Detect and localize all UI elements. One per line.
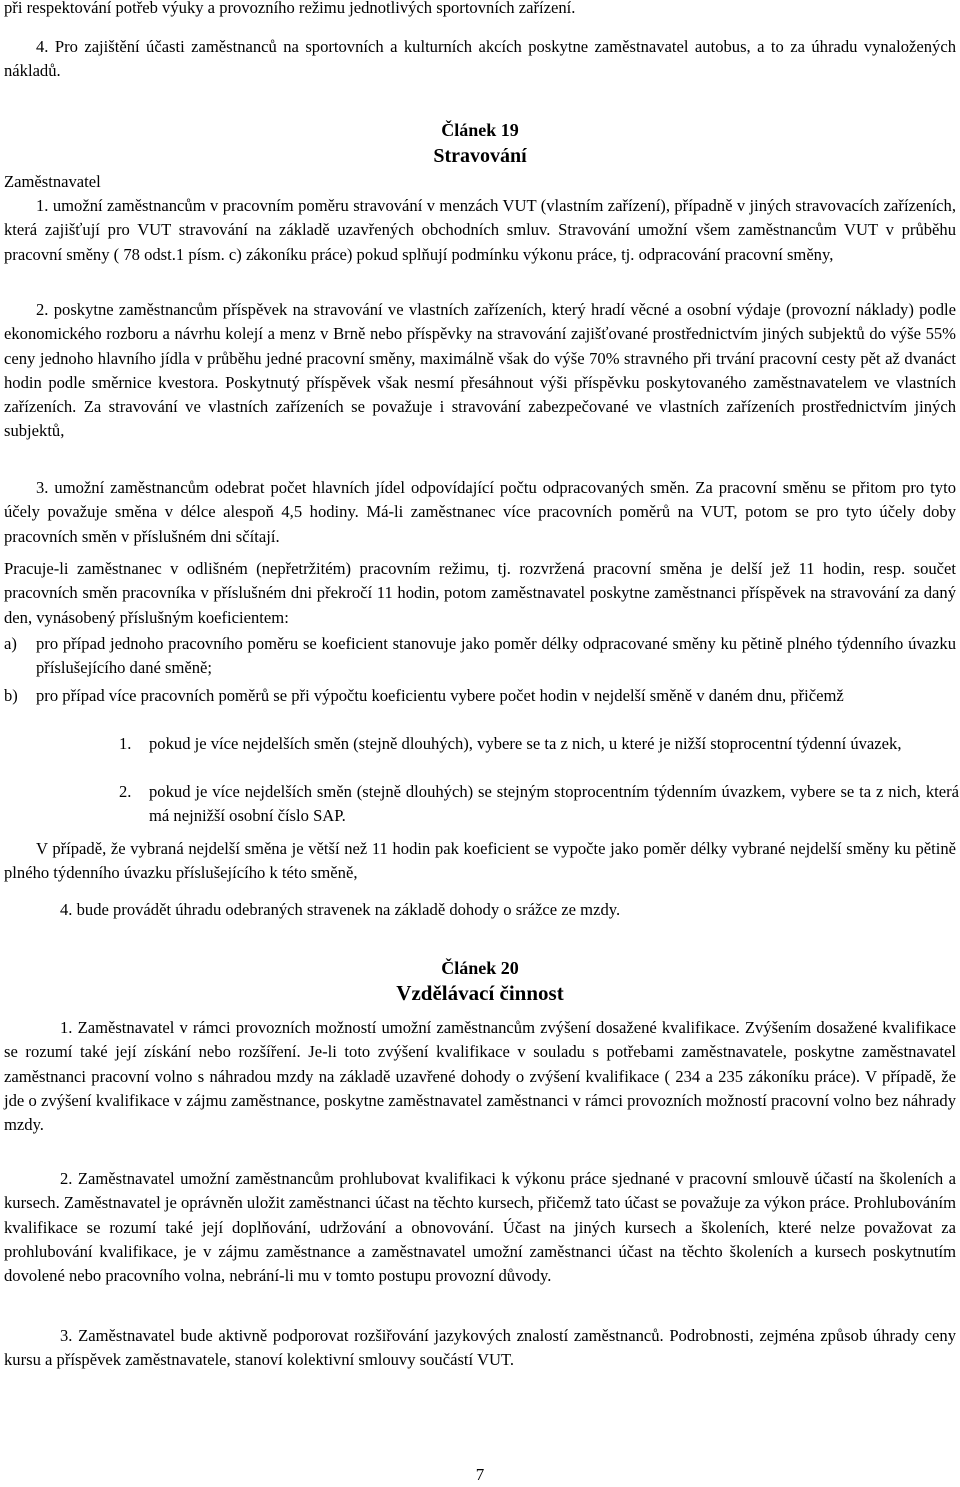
art20-title: Vzdělávací činnost	[396, 981, 564, 1005]
art20-heading: Článek 20	[441, 958, 519, 978]
art19-title: Stravování	[433, 145, 527, 167]
art19-subitem-2	[119, 780, 959, 829]
page-number: 7	[475, 1465, 485, 1484]
subitem-1-text: pokud je více nejdelších směn (stejně dlouhých), vybere se ta z nich, u které je nižší stoprocentní týdenní úvazek,	[149, 734, 902, 753]
art19-shift-paragraph: Pracuje-li zaměstnanec v odlišném (nepřetržitém) pracovním režimu, tj. rozvržená pracovní směna je delší jež 11 hodin, resp. součet pracovních směn pracovníka v příslušném dni překročí 11 hodin, potom zaměstnavatel poskytne zaměstnanci příspěvek na stravování za daný den, vynásobený příslušným koeficientem:	[4, 559, 956, 627]
art19-paragraph-1: 1. umožní zaměstnancům v pracovním poměru stravování v menzách VUT (vlastním zařízení), případně v jiných stravovacích zařízeních, která zajišťují pro VUT stravování na základě uzavřených obchodních smluv. Stravování umožní všem zaměstnancům VUT v průběhu pracovní směny ( 78 odst.1 písm. c) zákoníku práce) pokud splňují podmínku výkonu práce, tj. odpracování pracovní směny,	[4, 196, 956, 264]
art19-subitem-1	[119, 732, 959, 756]
item-a-label: a)	[4, 634, 17, 653]
art19-heading: Článek 19	[441, 120, 519, 140]
art18-paragraph-4: 4. Pro zajištění účasti zaměstnanců na sportovních a kulturních akcích poskytne zaměstnavatel autobus, a to za úhradu vynaložených nákladů.	[4, 37, 956, 81]
art19-item-b	[4, 684, 956, 708]
art19-paragraph-4: 4. bude provádět úhradu odebraných stravenek na základě dohody o srážce ze mzdy.	[60, 900, 621, 919]
item-b-label: b)	[4, 686, 18, 705]
item-b-text: pro případ více pracovních poměrů se při výpočtu koeficientu vybere počet hodin v nejdelší směně v daném dnu, přičemž	[36, 686, 844, 705]
subitem-2-label: 2.	[119, 782, 132, 801]
art19-paragraph-3: 3. umožní zaměstnancům odebrat počet hlavních jídel odpovídající počtu odpracovaných směn. Za pracovní směnu se přitom pro tyto účely považuje směna v délce alespoň 4,5 hodiny. Má-li zaměstnanec více pracovních poměrů na VUT, potom se pro tyto účely doby pracovních směn v příslušném dni sčítají.	[4, 478, 956, 546]
art20-paragraph-3: 3. Zaměstnavatel bude aktivně podporovat rozšiřování jazykových znalostí zaměstnanců. Podrobnosti, zejména způsob úhrady ceny kursu a příspěvek zaměstnavatele, stanoví kolektivní smlouvy součástí VUT.	[4, 1326, 956, 1370]
art19-item-a	[4, 632, 956, 681]
art19-paragraph-2: 2. poskytne zaměstnancům příspěvek na stravování ve vlastních zařízeních, který hradí věcné a osobní výdaje (provozní náklady) podle ekonomického rozboru a návrhu kolejí a menz v Brně nebo příspěvky na stravování zajišťované prostřednictvím jiných subjektů do výše 55% ceny jednoho hlavního jídla v průběhu jedné pracovní směny, maximálně však do výše 70% stravného při trvání pracovní cesty pět až dvanáct hodin podle směrnice kvestora. Poskytnutý příspěvek však nesmí přesáhnout výši příspěvku poskytovaného zaměstnavatelem ve vlastních zařízeních. Za stravování ve vlastních zařízeních se považuje i stravování zabezpečované ve vlastních zařízeních prostřednictvím jiných subjektů,	[4, 300, 956, 441]
art19-intro: Zaměstnavatel	[4, 172, 101, 191]
art20-paragraph-2: 2. Zaměstnavatel umožní zaměstnancům prohlubovat kvalifikaci k výkonu práce sjednané v pracovní smlouvě účastí na školeních a kursech. Zaměstnavatel je oprávněn uložit zaměstnanci účast na těchto kursech, přičemž tato účast se považuje za výkon práce. Prohlubováním kvalifikace se rozumí také její doplňování, udržování a obnovování. Účast na jiných kursech a školeních, které nelze považovat za prohlubování kvalifikace, je v zájmu zaměstnance a zaměstnavatel umožní zaměstnanci účast na těchto školeních a kursech poskytnutím dovolené nebo pracovního volna, nebrání-li mu v tomto postupu provozní důvody.	[4, 1169, 956, 1286]
art19-case-paragraph: V případě, že vybraná nejdelší směna je větší než 11 hodin pak koeficient se vypočte jako poměr délky vybrané nejdelší směny ku pětině plného týdenního úvazku příslušejícího k této směně,	[4, 839, 956, 883]
top-fragment: při respektování potřeb výuky a provozního režimu jednotlivých sportovních zařízení.	[4, 0, 576, 17]
art20-paragraph-1: 1. Zaměstnavatel v rámci provozních možností umožní zaměstnancům zvýšení dosažené kvalifikace. Zvýšením dosažené kvalifikace se rozumí také její získání nebo rozšíření. Je-li toto zvýšení kvalifikace v souladu s potřebami zaměstnavatele, poskytne zaměstnavatel zaměstnanci pracovní volno s náhradou mzdy na základě uzavřené dohody o zvýšení kvalifikace ( 234 a 235 zákoníku práce). V případě, že jde o zvýšení kvalifikace v zájmu zaměstnance, poskytne zaměstnavatel zaměstnanci v rámci provozních možností pracovní volno bez náhrady mzdy.	[4, 1018, 956, 1135]
item-a-text: pro případ jednoho pracovního poměru se koeficient stanovuje jako poměr délky odpracované směny ku pětině plného týdenního úvazku příslušejícího dané směně;	[36, 634, 956, 678]
subitem-1-label: 1.	[119, 734, 132, 753]
subitem-2-text: pokud je více nejdelších směn (stejně dlouhých) se stejným stoprocentním týdenním úvazkem, vybere se ta z nich, která má nejnižší osobní číslo SAP.	[149, 782, 959, 826]
